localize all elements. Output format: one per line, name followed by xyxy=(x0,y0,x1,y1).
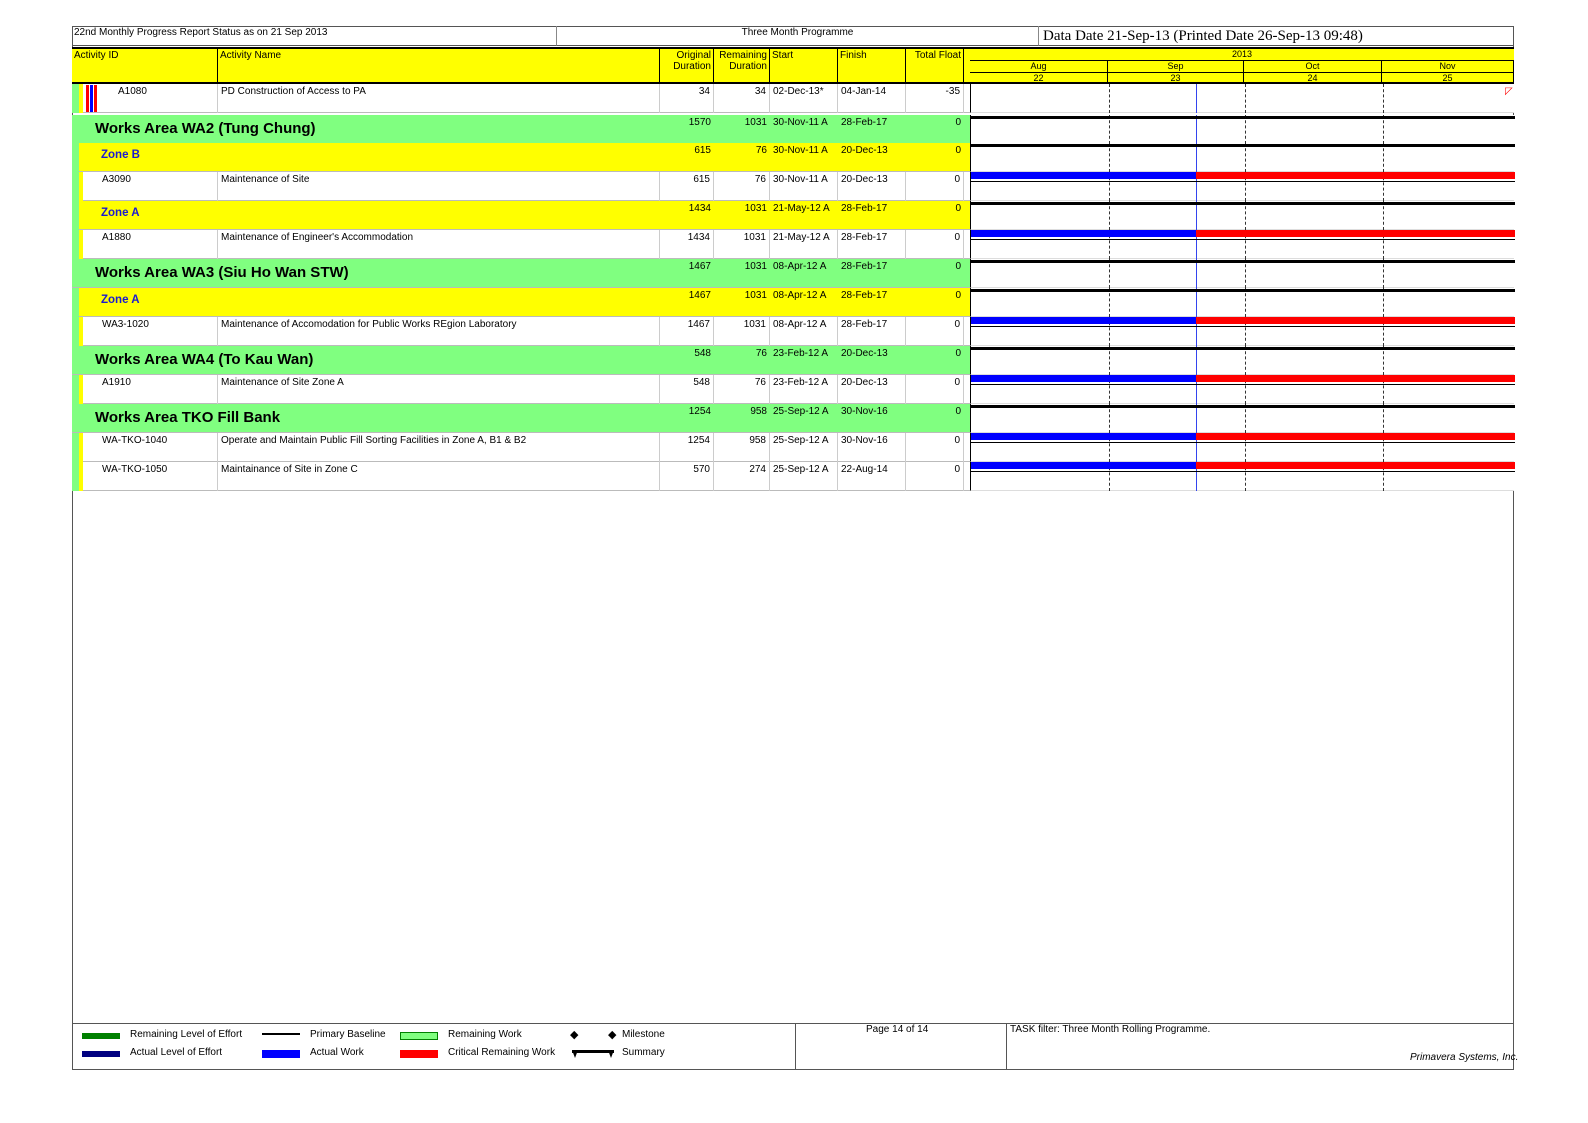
gantt-gridline xyxy=(1383,143,1384,172)
gantt-cell xyxy=(970,259,1514,288)
gantt-cell xyxy=(970,201,1514,230)
critical-remaining-bar[interactable] xyxy=(1196,433,1515,440)
gantt-cell xyxy=(970,288,1514,317)
cell-id: WA-TKO-1050 xyxy=(72,462,218,491)
col-remaining-duration[interactable] xyxy=(714,49,770,84)
programme-title: Three Month Programme xyxy=(557,26,1039,46)
cell-rd: 76 xyxy=(714,375,770,404)
report-title: 22nd Monthly Progress Report Status as on 21 Sep 2013 xyxy=(72,26,557,46)
actual-work-bar[interactable] xyxy=(971,230,1196,237)
page-number: Page 14 of 14 xyxy=(866,1024,929,1035)
status-marker-icon xyxy=(86,85,89,112)
timescale-week-25: 25 xyxy=(1382,73,1514,84)
col-start[interactable]: Start xyxy=(770,49,838,84)
gantt-gridline xyxy=(1109,201,1110,230)
cell-rd: 76 xyxy=(755,145,767,156)
status-marker-icon xyxy=(94,85,97,112)
gantt-cell xyxy=(970,115,1514,144)
timescale-month-sep: Sep xyxy=(1108,61,1244,72)
works-area-row[interactable] xyxy=(72,404,1514,433)
cell-tf: 0 xyxy=(906,433,964,462)
cell-start: 25-Sep-12 A xyxy=(773,406,829,417)
critical-remaining-swatch xyxy=(400,1050,438,1058)
cell-finish: 28-Feb-17 xyxy=(841,117,888,128)
cell-rd: 1031 xyxy=(744,261,767,272)
timescale-month-nov: Nov xyxy=(1382,61,1514,72)
gantt-cell xyxy=(970,317,1514,346)
cell-tf: 0 xyxy=(955,203,961,214)
gantt-gridline xyxy=(1245,115,1246,144)
cell-finish: 28-Feb-17 xyxy=(841,290,888,301)
cell-start: 30-Nov-11 A xyxy=(770,172,838,201)
works-area-name: Works Area WA2 (Tung Chung) xyxy=(95,120,316,137)
zone-name: Zone B xyxy=(101,149,140,161)
remaining-loe-swatch xyxy=(82,1033,120,1039)
timescale-week-23: 23 xyxy=(1108,73,1244,84)
gantt-gridline xyxy=(1383,201,1384,230)
cell-tf: 0 xyxy=(906,375,964,404)
timescale-year: 2013 xyxy=(970,49,1514,61)
actual-work-bar[interactable] xyxy=(971,317,1196,324)
cell-start: 25-Sep-12 A xyxy=(770,433,838,462)
primary-baseline-swatch xyxy=(262,1033,300,1035)
gantt-gridline xyxy=(1383,84,1384,113)
cell-start: 23-Feb-12 A xyxy=(773,348,829,359)
footer-sep-2 xyxy=(1006,1023,1007,1070)
cell-od: 1254 xyxy=(688,406,711,417)
cell-name: PD Construction of Access to PA xyxy=(218,84,660,113)
gantt-cell xyxy=(970,84,1514,113)
col-rd-line2: Duration xyxy=(729,61,767,72)
baseline-bar xyxy=(971,442,1515,443)
zone-row[interactable] xyxy=(72,288,1514,317)
cell-rd: 76 xyxy=(714,172,770,201)
offscreen-arrow-icon: ◸ xyxy=(1505,86,1513,97)
indent-band xyxy=(72,143,79,172)
cell-od: 1467 xyxy=(688,290,711,301)
timescale-month-aug: Aug xyxy=(970,61,1108,72)
summary-bar[interactable] xyxy=(971,144,1515,147)
cell-name: Operate and Maintain Public Fill Sorting Facilities in Zone A, B1 & B2 xyxy=(218,433,660,462)
activity-row[interactable] xyxy=(72,317,1514,346)
works-area-row[interactable] xyxy=(72,346,1514,375)
task-filter: TASK filter: Three Month Rolling Programme. xyxy=(1010,1024,1211,1035)
baseline-bar xyxy=(971,384,1515,385)
cell-finish: 20-Dec-13 xyxy=(841,348,888,359)
cell-name: Maintenance of Site xyxy=(218,172,660,201)
status-marker-icon xyxy=(90,85,93,112)
cell-tf: 0 xyxy=(955,348,961,359)
gantt-gridline xyxy=(1109,404,1110,433)
gantt-gridline xyxy=(1245,84,1246,113)
cell-start: 30-Nov-11 A xyxy=(773,145,828,156)
gantt-gridline xyxy=(1383,288,1384,317)
gantt-cell xyxy=(970,143,1514,172)
data-date-line xyxy=(1196,404,1197,433)
col-rd-line1: Remaining xyxy=(719,50,767,61)
timescale-header xyxy=(970,47,1514,84)
cell-tf: 0 xyxy=(906,172,964,201)
works-area-row[interactable] xyxy=(72,115,1514,144)
critical-remaining-bar[interactable] xyxy=(1196,375,1515,382)
col-activity-id[interactable]: Activity ID xyxy=(72,49,218,84)
col-original-duration[interactable] xyxy=(660,49,714,84)
works-area-row[interactable] xyxy=(72,259,1514,288)
cell-tf: 0 xyxy=(906,462,964,491)
baseline-bar xyxy=(971,326,1515,327)
cell-od: 548 xyxy=(694,348,711,359)
cell-rd: 1031 xyxy=(714,230,770,259)
cell-rd: 274 xyxy=(714,462,770,491)
cell-od: 34 xyxy=(660,84,714,113)
activity-row[interactable] xyxy=(72,462,1514,491)
cell-od: 548 xyxy=(660,375,714,404)
activity-row[interactable] xyxy=(72,84,1514,113)
cell-name: Maintenance of Engineer's Accommodation xyxy=(218,230,660,259)
gantt-cell xyxy=(970,433,1514,462)
activity-row[interactable] xyxy=(72,172,1514,201)
gantt-cell xyxy=(970,404,1514,433)
gantt-gridline xyxy=(1383,404,1384,433)
cell-rd: 958 xyxy=(714,433,770,462)
gantt-gridline xyxy=(1245,259,1246,288)
actual-work-bar[interactable] xyxy=(971,375,1196,382)
activity-row[interactable] xyxy=(72,433,1514,462)
col-od-line1: Original xyxy=(676,50,711,61)
gantt-gridline xyxy=(1383,259,1384,288)
summary-bar[interactable] xyxy=(971,405,1515,408)
data-date-line xyxy=(1196,84,1197,113)
gantt-cell xyxy=(970,172,1514,201)
timescale-week-24: 24 xyxy=(1244,73,1382,84)
gantt-gridline xyxy=(1245,143,1246,172)
data-date-line xyxy=(1196,201,1197,230)
footer-sep-1 xyxy=(795,1023,796,1070)
works-area-name: Works Area WA4 (To Kau Wan) xyxy=(95,351,314,368)
gantt-gridline xyxy=(1109,288,1110,317)
cell-start: 08-Apr-12 A xyxy=(773,290,827,301)
cell-od: 1570 xyxy=(688,117,711,128)
gantt-gridline xyxy=(1109,143,1110,172)
cell-finish: 30-Nov-16 xyxy=(838,433,906,462)
legend-actual-work: Actual Work xyxy=(310,1047,364,1058)
vendor-credit: Primavera Systems, Inc. xyxy=(1410,1052,1519,1063)
cell-name: Maintenance of Accomodation for Public Works REgion Laboratory xyxy=(218,317,660,346)
cell-od: 1467 xyxy=(688,261,711,272)
timescale-months xyxy=(970,61,1514,73)
cell-finish: 28-Feb-17 xyxy=(838,230,906,259)
col-activity-name[interactable]: Activity Name xyxy=(218,49,660,84)
timescale-weeks xyxy=(970,73,1514,84)
cell-od: 615 xyxy=(660,172,714,201)
summary-bar[interactable] xyxy=(971,202,1515,205)
works-area-name: Works Area TKO Fill Bank xyxy=(95,409,281,426)
indent-band xyxy=(72,201,79,230)
data-date: Data Date 21-Sep-13 (Printed Date 26-Sep-13 09:48) xyxy=(1039,26,1514,46)
summary-bar[interactable] xyxy=(971,260,1515,263)
cell-finish: 28-Feb-17 xyxy=(841,261,888,272)
column-header xyxy=(72,47,970,84)
gantt-gridline xyxy=(1109,84,1110,113)
cell-od: 1434 xyxy=(688,203,711,214)
cell-finish: 20-Dec-13 xyxy=(838,172,906,201)
gantt-cell xyxy=(970,462,1514,491)
cell-od: 570 xyxy=(660,462,714,491)
baseline-bar xyxy=(971,471,1515,472)
actual-work-bar[interactable] xyxy=(971,462,1196,469)
gantt-gridline xyxy=(1245,288,1246,317)
col-finish[interactable]: Finish xyxy=(838,49,906,84)
legend-remaining-loe: Remaining Level of Effort xyxy=(130,1029,243,1040)
actual-work-bar[interactable] xyxy=(971,433,1196,440)
cell-finish: 04-Jan-14 xyxy=(838,84,906,113)
legend-remaining-work: Remaining Work xyxy=(448,1029,522,1040)
cell-start: 23-Feb-12 A xyxy=(770,375,838,404)
gantt-gridline xyxy=(1109,259,1110,288)
legend-milestone: Milestone xyxy=(622,1029,665,1040)
timescale-month-oct: Oct xyxy=(1244,61,1382,72)
summary-bar[interactable] xyxy=(971,116,1515,119)
cell-rd: 1031 xyxy=(714,317,770,346)
cell-tf: 0 xyxy=(955,261,961,272)
cell-od: 1434 xyxy=(660,230,714,259)
footer-divider xyxy=(72,1023,1514,1024)
milestone-diamond-icon: ◆ xyxy=(570,1029,579,1041)
gantt-gridline xyxy=(1383,115,1384,144)
gantt-gridline xyxy=(1245,404,1246,433)
actual-loe-swatch xyxy=(82,1051,120,1057)
cell-start: 08-Apr-12 A xyxy=(770,317,838,346)
cell-finish: 30-Nov-16 xyxy=(841,406,888,417)
cell-rd: 34 xyxy=(714,84,770,113)
cell-tf: 0 xyxy=(906,230,964,259)
summary-bar[interactable] xyxy=(971,347,1515,350)
zone-row[interactable] xyxy=(72,201,1514,230)
data-date-line xyxy=(1196,346,1197,375)
cell-rd: 1031 xyxy=(744,290,767,301)
cell-start: 25-Sep-12 A xyxy=(770,462,838,491)
critical-remaining-bar[interactable] xyxy=(1196,462,1515,469)
cell-start: 30-Nov-11 A xyxy=(773,117,828,128)
gantt-gridline xyxy=(1109,346,1110,375)
gantt-gridline xyxy=(1383,346,1384,375)
actual-work-bar[interactable] xyxy=(971,172,1196,179)
cell-id: A1080 xyxy=(72,84,218,113)
summary-bar[interactable] xyxy=(971,289,1515,292)
critical-remaining-bar[interactable] xyxy=(1196,317,1515,324)
data-date-line xyxy=(1196,143,1197,172)
cell-rd: 1031 xyxy=(744,117,767,128)
cell-tf: -35 xyxy=(906,84,964,113)
cell-rd: 76 xyxy=(755,348,767,359)
cell-od: 615 xyxy=(694,145,711,156)
baseline-bar xyxy=(971,181,1515,182)
critical-remaining-bar[interactable] xyxy=(1196,172,1515,179)
legend-summary: Summary xyxy=(622,1047,665,1058)
indent-band xyxy=(72,288,79,317)
cell-id: A3090 xyxy=(72,172,218,201)
cell-tf: 0 xyxy=(955,290,961,301)
zone-name: Zone A xyxy=(101,207,140,219)
works-area-name: Works Area WA3 (Siu Ho Wan STW) xyxy=(95,264,349,281)
cell-finish: 20-Dec-13 xyxy=(841,145,888,156)
cell-start: 02-Dec-13* xyxy=(770,84,838,113)
cell-tf: 0 xyxy=(955,145,961,156)
cell-start: 08-Apr-12 A xyxy=(773,261,827,272)
cell-tf: 0 xyxy=(955,406,961,417)
gantt-cell xyxy=(970,230,1514,259)
gantt-gridline xyxy=(1245,346,1246,375)
data-date-line xyxy=(1196,288,1197,317)
cell-finish: 20-Dec-13 xyxy=(838,375,906,404)
col-od-line2: Duration xyxy=(673,61,711,72)
cell-rd: 958 xyxy=(750,406,767,417)
legend-primary-baseline: Primary Baseline xyxy=(310,1029,386,1040)
activity-row[interactable] xyxy=(72,375,1514,404)
cell-start: 21-May-12 A xyxy=(773,203,830,214)
cell-id: A1910 xyxy=(72,375,218,404)
cell-start: 21-May-12 A xyxy=(770,230,838,259)
cell-finish: 22-Aug-14 xyxy=(838,462,906,491)
zone-name: Zone A xyxy=(101,294,140,306)
cell-name: Maintainance of Site in Zone C xyxy=(218,462,660,491)
cell-od: 1467 xyxy=(660,317,714,346)
legend-actual-loe: Actual Level of Effort xyxy=(130,1047,223,1058)
cell-id: WA3-1020 xyxy=(72,317,218,346)
cell-id: WA-TKO-1040 xyxy=(72,433,218,462)
data-date-line xyxy=(1196,115,1197,144)
cell-name: Maintenance of Site Zone A xyxy=(218,375,660,404)
data-date-line xyxy=(1196,259,1197,288)
cell-tf: 0 xyxy=(955,117,961,128)
cell-finish: 28-Feb-17 xyxy=(838,317,906,346)
baseline-bar xyxy=(971,239,1515,240)
cell-od: 1254 xyxy=(660,433,714,462)
gantt-cell xyxy=(970,375,1514,404)
gantt-cell xyxy=(970,346,1514,375)
cell-rd: 1031 xyxy=(744,203,767,214)
zone-row[interactable] xyxy=(72,143,1514,172)
gantt-gridline xyxy=(1109,115,1110,144)
gantt-gridline xyxy=(1245,201,1246,230)
milestone-diamond-icon-2: ◆ xyxy=(608,1029,617,1041)
summary-bar-icon xyxy=(570,1048,616,1060)
activity-row[interactable] xyxy=(72,230,1514,259)
cell-tf: 0 xyxy=(906,317,964,346)
actual-work-swatch xyxy=(262,1050,300,1058)
cell-finish: 28-Feb-17 xyxy=(841,203,888,214)
cell-id: A1880 xyxy=(72,230,218,259)
col-total-float[interactable]: Total Float xyxy=(906,49,964,84)
legend-critical-remaining: Critical Remaining Work xyxy=(448,1047,556,1058)
timescale-week-22: 22 xyxy=(970,73,1108,84)
critical-remaining-bar[interactable] xyxy=(1196,230,1515,237)
remaining-work-swatch xyxy=(400,1032,438,1040)
